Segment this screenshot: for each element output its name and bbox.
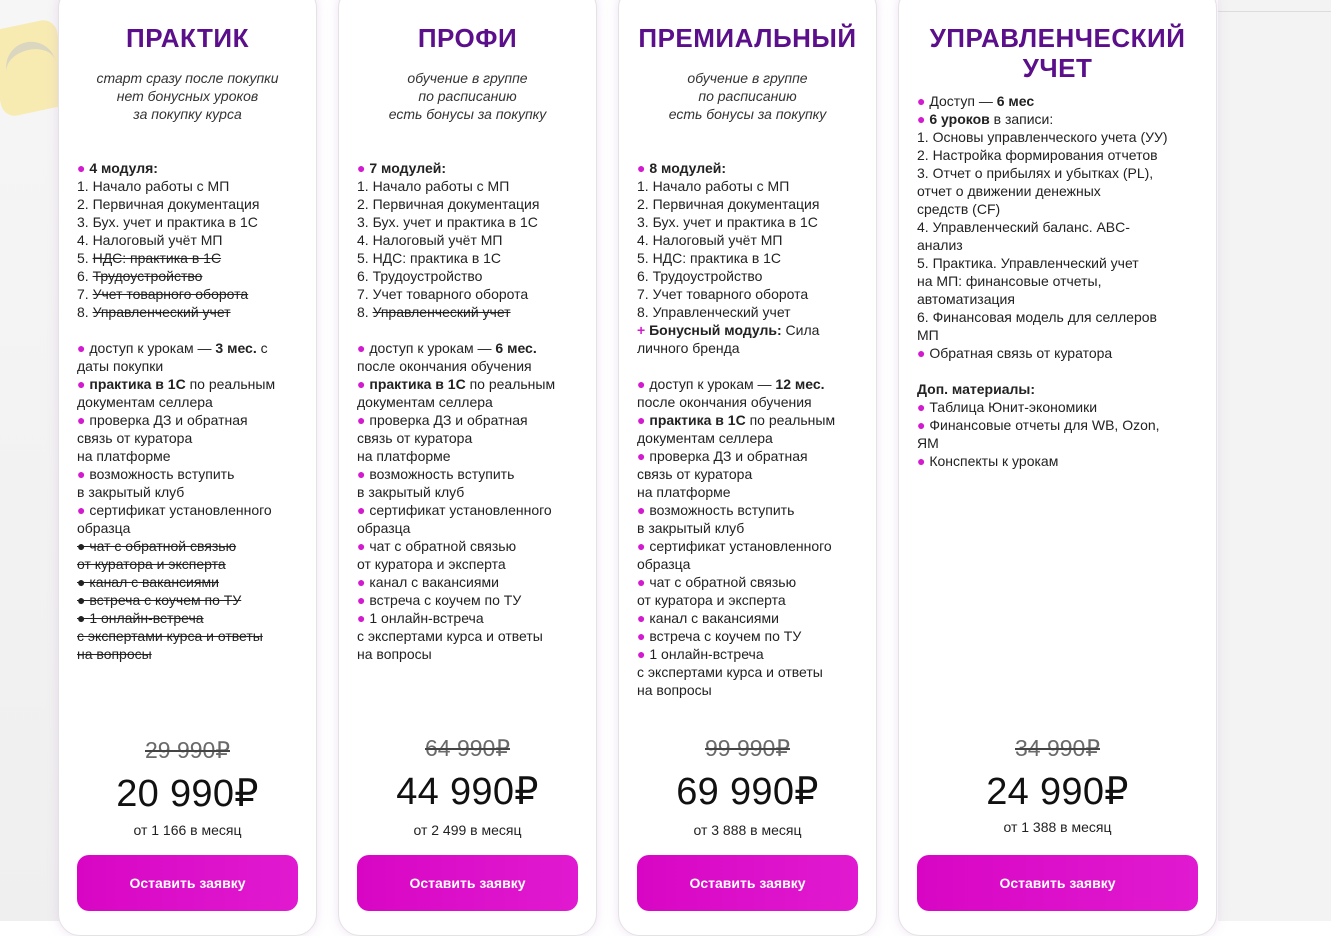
feature-text: на вопросы (357, 646, 432, 662)
feature-line (917, 452, 1168, 470)
feature-text: в закрытый клуб (77, 484, 185, 500)
feature-line (357, 609, 555, 627)
feature-text: 7. Учет товарного оборота (637, 286, 809, 302)
plan-features (77, 159, 275, 663)
bullet-icon: ● (637, 376, 646, 392)
feature-line (357, 339, 555, 357)
feature-line (637, 231, 835, 249)
feature-line (77, 573, 275, 591)
feature-line (637, 555, 835, 573)
plan-card-praktik (58, 0, 317, 936)
feature-text: Трудоустройство (92, 268, 203, 284)
bullet-icon: ● (917, 111, 926, 127)
bullet-icon: ● (77, 412, 86, 428)
feature-text: от куратора и эксперта (357, 556, 506, 572)
plan-card-management-accounting (898, 0, 1217, 936)
feature-text: практика в 1С (649, 412, 746, 428)
feature-line (77, 429, 275, 447)
feature-line (637, 429, 835, 447)
feature-line (637, 681, 835, 699)
feature-line (637, 627, 835, 645)
feature-line (917, 110, 1168, 128)
feature-line (77, 537, 275, 555)
feature-text: от куратора и эксперта (637, 592, 786, 608)
spacer (917, 362, 1168, 380)
apply-button-premium[interactable]: Оставить заявку (637, 855, 858, 911)
feature-text: чат с обратной связью (645, 574, 797, 590)
feature-line (357, 177, 555, 195)
feature-text: Доп. материалы: (917, 381, 1035, 397)
feature-text: 2. Первичная документация (637, 196, 820, 212)
feature-text: 8. (77, 304, 93, 320)
feature-line (77, 393, 275, 411)
feature-text: 6. Трудоустройство (637, 268, 763, 284)
feature-line (357, 591, 555, 609)
feature-line (77, 249, 275, 267)
feature-line (917, 290, 1168, 308)
feature-line (917, 218, 1168, 236)
feature-text: 7 модулей: (369, 160, 446, 176)
feature-line (77, 501, 275, 519)
feature-line (637, 411, 835, 429)
feature-text: сертификат установленного (85, 502, 272, 518)
feature-text: личного бренда (637, 340, 740, 356)
plan-title: УПРАВЛЕНЧЕСКИЙ УЧЕТ (929, 23, 1186, 83)
feature-line (637, 537, 835, 555)
feature-text: Таблица Юнит-экономики (925, 399, 1098, 415)
feature-line (637, 573, 835, 591)
feature-text: возможность вступить (85, 466, 235, 482)
bullet-icon: ● (77, 160, 86, 176)
bullet-icon: ● (357, 592, 366, 608)
feature-text: сертификат установленного (645, 538, 832, 554)
feature-text: 12 мес. (775, 376, 825, 392)
feature-line (357, 375, 555, 393)
bullet-icon: ● (357, 466, 366, 482)
bullet-icon: ● (637, 628, 646, 644)
apply-button-management-accounting[interactable]: Оставить заявку (917, 855, 1198, 911)
divider (1218, 11, 1331, 12)
feature-line (77, 555, 275, 573)
feature-text: проверка ДЗ и обратная (365, 412, 528, 428)
feature-line (917, 434, 1168, 452)
feature-text: канал с вакансиями (645, 610, 779, 626)
feature-line (77, 159, 275, 177)
feature-text: документам селлера (637, 430, 773, 446)
feature-text: связь от куратора (637, 466, 753, 482)
feature-line (77, 213, 275, 231)
feature-text: канал с вакансиями (365, 574, 499, 590)
price: 24 990₽ (986, 771, 1129, 813)
feature-line (357, 303, 555, 321)
feature-line (637, 591, 835, 609)
feature-line (77, 411, 275, 429)
feature-text: 4 модуля: (89, 160, 158, 176)
plan-card-premium (618, 0, 877, 936)
feature-line (357, 231, 555, 249)
feature-text: документам селлера (77, 394, 213, 410)
apply-button-profi[interactable]: Оставить заявку (357, 855, 578, 911)
feature-text: 5. (77, 250, 93, 266)
feature-text: практика в 1С (89, 376, 186, 392)
feature-text: Учет товарного оборота (92, 286, 249, 302)
feature-text: 2. Настройка формирования отчетов (917, 147, 1158, 163)
feature-line (77, 591, 275, 609)
feature-line (77, 519, 275, 537)
feature-line (357, 249, 555, 267)
feature-text: 8. Управленческий учет (637, 304, 791, 320)
feature-line (637, 519, 835, 537)
feature-text: доступ к урокам — (85, 340, 216, 356)
feature-text: образца (637, 556, 691, 572)
feature-text: 6. Финансовая модель для селлеров (917, 309, 1157, 325)
bullet-icon: ● (77, 376, 86, 392)
feature-text: образца (357, 520, 411, 536)
feature-text: 6 мес (996, 93, 1035, 109)
feature-text: после окончания обучения (637, 394, 812, 410)
feature-text: на вопросы (77, 646, 152, 662)
monthly-price: от 1 388 в месяц (1003, 819, 1112, 835)
feature-text: ● канал с вакансиями (77, 574, 219, 590)
feature-text: по реальным (745, 412, 836, 428)
feature-line (357, 213, 555, 231)
bullet-icon: ● (917, 345, 926, 361)
feature-text: с экспертами курса и ответы (637, 664, 823, 680)
feature-text: практика в 1С (369, 376, 466, 392)
bullet-icon: ● (917, 453, 926, 469)
bullet-icon: ● (637, 448, 646, 464)
feature-text: чат с обратной связью (365, 538, 517, 554)
feature-text: документам селлера (357, 394, 493, 410)
feature-text: 5. Практика. Управленческий учет (917, 255, 1139, 271)
plan-subtitle: старт сразу после покупки нет бонусных уроков за покупку курса (96, 70, 279, 122)
feature-text: Финансовые отчеты для WB, Ozon, (925, 417, 1160, 433)
bullet-icon: ● (357, 538, 366, 554)
feature-text: на вопросы (637, 682, 712, 698)
feature-text: даты покупки (77, 358, 164, 374)
feature-line (357, 537, 555, 555)
feature-line (637, 285, 835, 303)
feature-line (357, 483, 555, 501)
plus-icon: + (637, 322, 646, 338)
feature-text: 1. Начало работы с МП (77, 178, 230, 194)
bullet-icon: ● (917, 399, 926, 415)
feature-line (637, 339, 835, 357)
feature-line (77, 645, 275, 663)
feature-text: в записи: (989, 111, 1054, 127)
feature-text: проверка ДЗ и обратная (645, 448, 808, 464)
feature-text: встреча с коучем по ТУ (365, 592, 522, 608)
feature-line (77, 339, 275, 357)
feature-line (917, 182, 1168, 200)
feature-line (77, 447, 275, 465)
feature-text: 4. Управленческий баланс. ABC- (917, 219, 1130, 235)
feature-line (357, 429, 555, 447)
bullet-icon: ● (637, 610, 646, 626)
plan-subtitle: обучение в группе по расписанию есть бонусы за покупку (388, 70, 547, 122)
feature-line (917, 236, 1168, 254)
feature-line (77, 177, 275, 195)
feature-text: доступ к урокам — (645, 376, 776, 392)
feature-text: возможность вступить (645, 502, 795, 518)
feature-line (637, 663, 835, 681)
feature-line (637, 501, 835, 519)
bullet-icon: ● (357, 340, 366, 356)
feature-text: проверка ДЗ и обратная (85, 412, 248, 428)
feature-text: сертификат установленного (365, 502, 552, 518)
plan-title: ПРАКТИК (126, 23, 249, 53)
old-price: 34 990₽ (1015, 735, 1100, 761)
feature-text: с (256, 340, 268, 356)
feature-line (357, 447, 555, 465)
feature-line (917, 344, 1168, 362)
feature-text: на платформе (77, 448, 171, 464)
feature-line (77, 267, 275, 285)
feature-line (917, 164, 1168, 182)
feature-line (77, 195, 275, 213)
plan-features (637, 159, 835, 699)
feature-text: МП (917, 327, 939, 343)
feature-text: встреча с коучем по ТУ (645, 628, 802, 644)
monthly-price: от 2 499 в месяц (413, 822, 522, 838)
feature-text: ● чат с обратной связью (77, 538, 237, 554)
feature-text: 3. Бух. учет и практика в 1С (77, 214, 258, 230)
bullet-icon: ● (357, 376, 366, 392)
feature-text: Сила (781, 322, 820, 338)
feature-text: 6 уроков (929, 111, 990, 127)
feature-text: 4. Налоговый учёт МП (357, 232, 503, 248)
feature-text: на платформе (637, 484, 731, 500)
feature-text: 1. Основы управленческого учета (УУ) (917, 129, 1168, 145)
feature-text: связь от куратора (77, 430, 193, 446)
feature-line (357, 357, 555, 375)
plan-subtitle: обучение в группе по расписанию есть бонусы за покупку (668, 70, 827, 122)
feature-line (637, 159, 835, 177)
feature-line (77, 357, 275, 375)
feature-line (77, 609, 275, 627)
feature-line (917, 380, 1168, 398)
feature-line (917, 326, 1168, 344)
feature-line (357, 573, 555, 591)
feature-line (637, 195, 835, 213)
feature-line (357, 267, 555, 285)
feature-text: 5. НДС: практика в 1С (637, 250, 782, 266)
feature-line (637, 465, 835, 483)
feature-line (917, 92, 1168, 110)
feature-text: по реальным (465, 376, 556, 392)
feature-line (357, 627, 555, 645)
feature-text: 8 модулей: (649, 160, 726, 176)
feature-line (357, 393, 555, 411)
bullet-icon: ● (637, 538, 646, 554)
bullet-icon: ● (77, 340, 86, 356)
feature-line (77, 231, 275, 249)
feature-text: НДС: практика в 1С (92, 250, 222, 266)
feature-line (77, 303, 275, 321)
feature-text: на МП: финансовые отчеты, (917, 273, 1102, 289)
feature-text: с экспертами курса и ответы (357, 628, 543, 644)
feature-text: 7. Учет товарного оборота (357, 286, 529, 302)
feature-line (637, 375, 835, 393)
feature-text: по реальным (185, 376, 276, 392)
feature-text: от куратора и эксперта (77, 556, 226, 572)
spacer (77, 321, 275, 339)
feature-text: 4. Налоговый учёт МП (77, 232, 223, 248)
feature-text: 3. Бух. учет и практика в 1С (357, 214, 538, 230)
feature-line (637, 267, 835, 285)
feature-line (357, 465, 555, 483)
feature-text: Управленческий учет (92, 304, 231, 320)
feature-text: 3. Отчет о прибылях и убытках (PL), (917, 165, 1154, 181)
apply-button-praktik[interactable]: Оставить заявку (77, 855, 298, 911)
plan-card-profi (338, 0, 597, 936)
feature-text: 6. Трудоустройство (357, 268, 483, 284)
background-left (0, 0, 60, 921)
plan-features (357, 159, 555, 663)
feature-text: на платформе (357, 448, 451, 464)
feature-text: 1 онлайн-встреча (645, 646, 764, 662)
bullet-icon: ● (917, 93, 926, 109)
feature-text: отчет о движении денежных (917, 183, 1101, 199)
feature-text: Обратная связь от куратора (925, 345, 1113, 361)
feature-text: в закрытый клуб (637, 520, 745, 536)
plan-features (917, 92, 1168, 470)
feature-text: 6 мес. (495, 340, 537, 356)
bullet-icon: ● (917, 417, 926, 433)
feature-text: после окончания обучения (357, 358, 532, 374)
feature-text: 6. (77, 268, 93, 284)
spacer (637, 357, 835, 375)
feature-line (917, 272, 1168, 290)
bullet-icon: ● (357, 412, 366, 428)
feature-text: средств (CF) (917, 201, 1001, 217)
price: 20 990₽ (116, 773, 259, 815)
feature-text: 1 онлайн-встреча (365, 610, 484, 626)
background-right (1218, 0, 1331, 921)
spacer (357, 321, 555, 339)
feature-line (357, 195, 555, 213)
plan-title: ПРОФИ (417, 23, 518, 53)
feature-line (77, 483, 275, 501)
bullet-icon: ● (357, 502, 366, 518)
feature-line (637, 393, 835, 411)
monthly-price: от 1 166 в месяц (133, 822, 242, 838)
feature-line (77, 375, 275, 393)
feature-text: Бонусный модуль: (649, 322, 782, 338)
feature-line (637, 321, 835, 339)
feature-line (77, 285, 275, 303)
feature-text: в закрытый клуб (357, 484, 465, 500)
feature-text: с экспертами курса и ответы (77, 628, 263, 644)
price: 44 990₽ (396, 771, 539, 813)
feature-text: ● 1 онлайн-встреча (77, 610, 204, 626)
feature-line (357, 159, 555, 177)
feature-line (357, 285, 555, 303)
bullet-icon: ● (77, 502, 86, 518)
bullet-icon: ● (357, 574, 366, 590)
feature-line (637, 177, 835, 195)
feature-text: 7. (77, 286, 93, 302)
bullet-icon: ● (357, 610, 366, 626)
old-price: 64 990₽ (425, 735, 510, 761)
old-price: 99 990₽ (705, 735, 790, 761)
feature-line (77, 627, 275, 645)
feature-line (637, 249, 835, 267)
bullet-icon: ● (77, 466, 86, 482)
feature-line (637, 303, 835, 321)
feature-text: 2. Первичная документация (357, 196, 540, 212)
feature-line (77, 465, 275, 483)
feature-text: Доступ — (925, 93, 997, 109)
feature-line (917, 200, 1168, 218)
feature-line (357, 501, 555, 519)
feature-line (637, 483, 835, 501)
feature-text: 8. (357, 304, 373, 320)
feature-text: анализ (917, 237, 963, 253)
bullet-icon: ● (637, 574, 646, 590)
feature-text: доступ к урокам — (365, 340, 496, 356)
feature-line (917, 398, 1168, 416)
feature-line (357, 411, 555, 429)
old-price: 29 990₽ (145, 737, 230, 763)
feature-text: ЯМ (917, 435, 939, 451)
feature-text: 3 мес. (215, 340, 257, 356)
feature-line (917, 254, 1168, 272)
bullet-icon: ● (637, 412, 646, 428)
feature-text: ● встреча с коучем по ТУ (77, 592, 242, 608)
feature-text: 4. Налоговый учёт МП (637, 232, 783, 248)
feature-line (357, 645, 555, 663)
feature-text: связь от куратора (357, 430, 473, 446)
feature-text: автоматизация (917, 291, 1015, 307)
feature-line (637, 447, 835, 465)
feature-line (357, 519, 555, 537)
feature-text: 2. Первичная документация (77, 196, 260, 212)
bullet-icon: ● (357, 160, 366, 176)
feature-line (917, 128, 1168, 146)
plan-title: ПРЕМИАЛЬНЫЙ (638, 23, 857, 53)
monthly-price: от 3 888 в месяц (693, 822, 802, 838)
feature-text: 3. Бух. учет и практика в 1С (637, 214, 818, 230)
feature-text: Управленческий учет (372, 304, 511, 320)
feature-line (637, 645, 835, 663)
feature-line (917, 416, 1168, 434)
feature-line (637, 609, 835, 627)
feature-line (917, 146, 1168, 164)
feature-text: 5. НДС: практика в 1С (357, 250, 502, 266)
bullet-icon: ● (637, 646, 646, 662)
feature-line (637, 213, 835, 231)
feature-line (917, 308, 1168, 326)
bullet-icon: ● (637, 502, 646, 518)
feature-text: 1. Начало работы с МП (357, 178, 510, 194)
feature-line (357, 555, 555, 573)
feature-text: 1. Начало работы с МП (637, 178, 790, 194)
feature-text: Конспекты к урокам (925, 453, 1059, 469)
feature-text: возможность вступить (365, 466, 515, 482)
price: 69 990₽ (676, 771, 819, 813)
bullet-icon: ● (637, 160, 646, 176)
feature-text: образца (77, 520, 131, 536)
